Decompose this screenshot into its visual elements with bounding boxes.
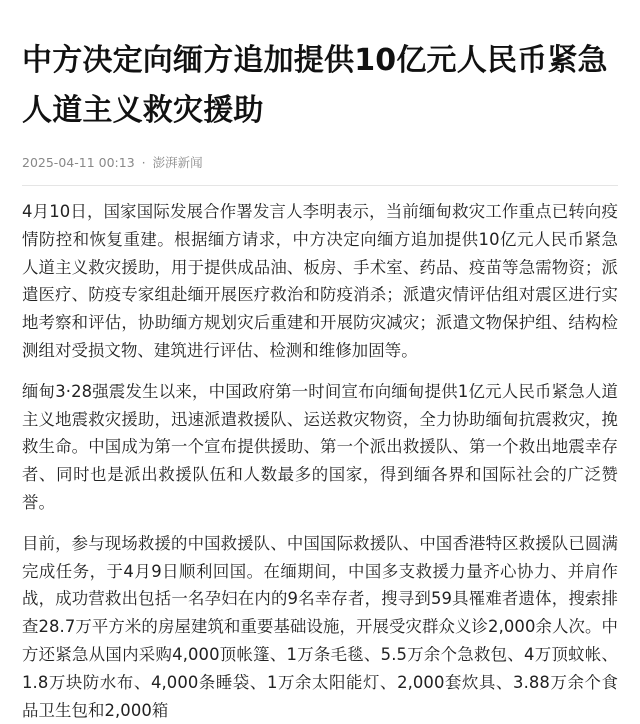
article-source[interactable]: 澎湃新闻 xyxy=(152,155,203,170)
article-body xyxy=(22,198,618,724)
meta-separator: · xyxy=(141,155,146,170)
article-paragraph: 缅甸3·28强震发生以来，中国政府第一时间宣布向缅甸提供1亿元人民币紧急人道主义地震救灾援助，迅速派遣救援队、运送救灾物资，全力协助缅甸抗震救灾，挽救生命。中国成为第一个宣布提供援助、第一个派出救援队、第一个救出地震幸存者、同时也是派出救援队伍和人数最多的国家，得到缅各界和国际社会的广泛赞誉。 xyxy=(22,381,618,512)
article-paragraph: 4月10日，国家国际发展合作署发言人李明表示，当前缅甸救灾工作重点已转向疫情防控和恢复重建。根据缅方请求，中方决定向缅方追加提供10亿元人民币紧急人道主义救灾援助，用于提供成品油、板房、手术室、药品、疫苗等急需物资；派遣医疗、防疫专家组赴缅开展医疗救治和防疫消杀；派遣灾情评估组对震区进行实地考察和评估，协助缅方规划灾后重建和开展防灾减灾；派遣文物保护组、结构检测组对受损文物、建筑进行评估、检测和维修加固等。 xyxy=(22,202,618,360)
article-paragraph: 目前，参与现场救援的中国救援队、中国国际救援队、中国香港特区救援队已圆满完成任务，于4月9日顺利回国。在缅期间，中国多支救援力量齐心协力、并肩作战，成功营救出包括一名孕妇在内的9名幸存者，搜寻到59具罹难者遗体，搜索排查28.7万平方米的房屋建筑和重要基础设施，开展受灾群众义诊2,000余人次。中方还紧急从国内采购4,000顶帐篷、1万条毛毯、5.5万余个急救包、4万顶蚊帐、1.8万块防水布、4,000条睡袋、1万余太阳能灯、2,000套炊具、3.88万余个食品卫生包和2,000箱 xyxy=(22,533,618,720)
publish-date: 2025-04-11 00:13 xyxy=(22,155,135,170)
article-title: 中方决定向缅方追加提供10亿元人民币紧急人道主义救灾援助 xyxy=(22,43,608,128)
header-divider xyxy=(22,185,618,186)
article-meta xyxy=(22,154,618,172)
